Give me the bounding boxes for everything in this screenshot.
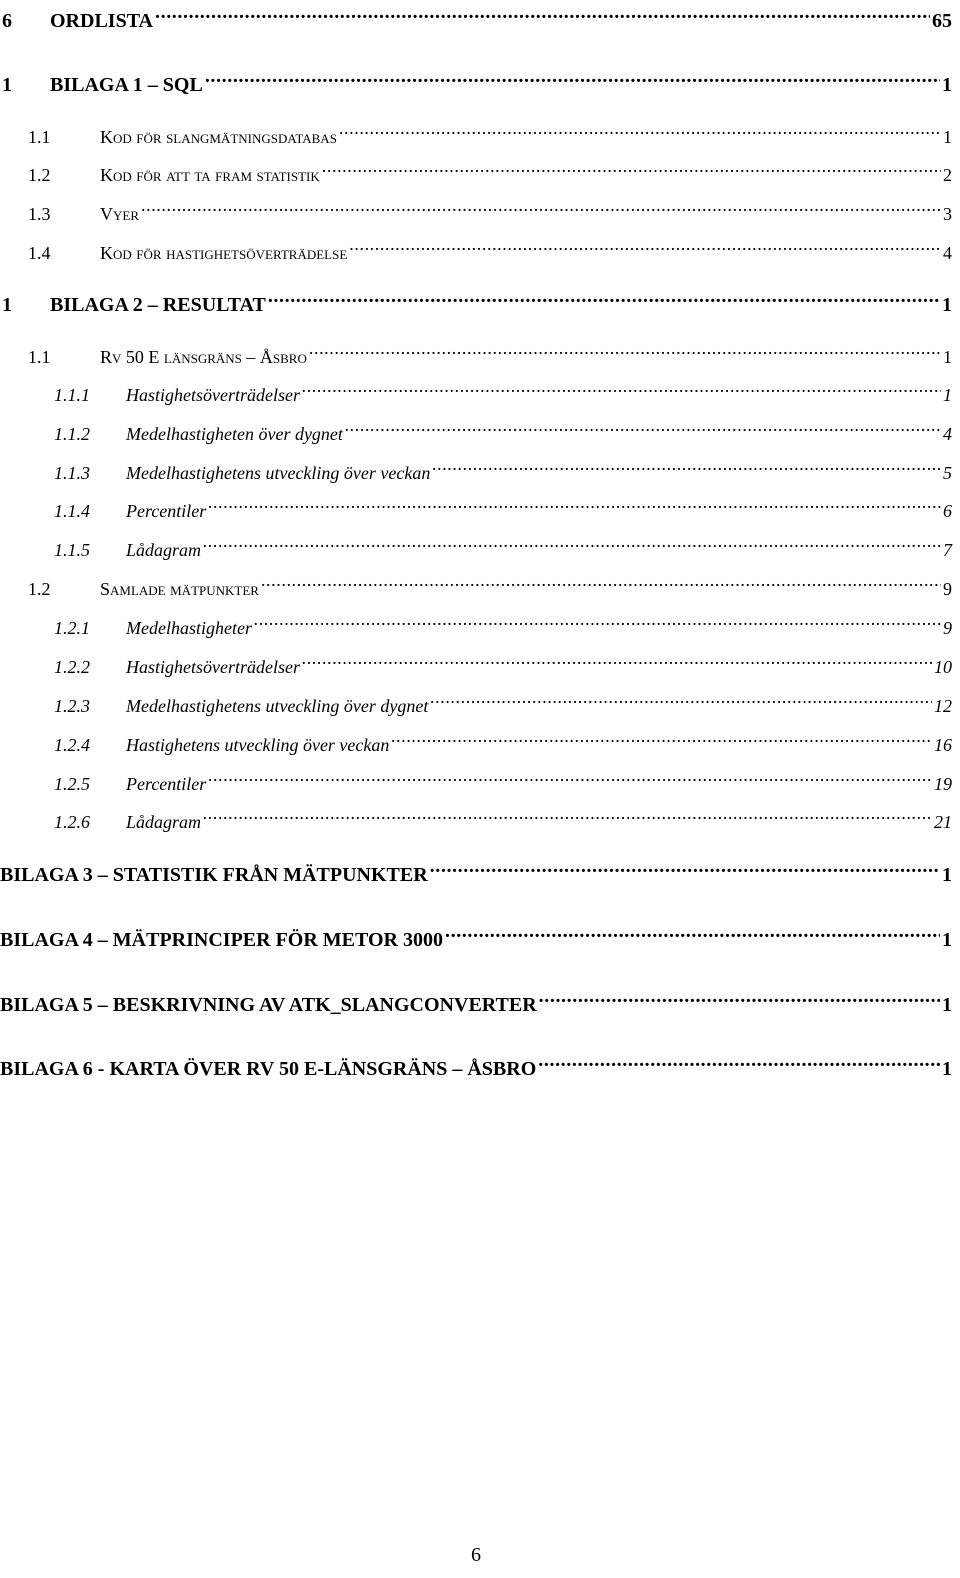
toc-entry-page: 65 xyxy=(932,10,952,32)
dot-leader xyxy=(349,229,941,259)
toc-entry-page: 4 xyxy=(943,243,952,263)
toc-entry[interactable] xyxy=(0,798,952,832)
toc-entry[interactable] xyxy=(0,281,952,316)
toc-entry-title: BILAGA 6 - KARTA ÖVER RV 50 E-LÄNSGRÄNS – ÅSBRO xyxy=(0,1058,537,1080)
toc-entry-number: 1.1.2 xyxy=(54,424,90,444)
toc-entry-title: Medelhastighetens utveckling över veckan xyxy=(126,463,431,483)
toc-entry-page: 1 xyxy=(943,347,952,367)
dot-leader xyxy=(261,565,941,595)
toc-entry[interactable] xyxy=(0,526,952,560)
toc-entry-title: BILAGA 5 – BESKRIVNING AV ATK_SLANGCONVERTER xyxy=(0,994,537,1016)
toc-entry-page: 1 xyxy=(943,127,952,147)
dot-leader xyxy=(141,190,941,220)
toc-entry-title: Medelhastigheter xyxy=(126,618,252,638)
toc-entry-title: BILAGA 4 – MÄTPRINCIPER FÖR METOR 3000 xyxy=(0,929,443,951)
toc-entry[interactable] xyxy=(0,604,952,638)
dot-leader xyxy=(208,487,941,517)
toc-entry-number: 1 xyxy=(2,294,12,316)
toc-entry-page: 12 xyxy=(934,696,952,716)
toc-entry-number: 1.1.3 xyxy=(54,463,90,483)
dot-leader xyxy=(391,721,932,751)
toc-entry-page: 3 xyxy=(943,204,952,224)
toc-entry-title: Hastighetsöverträdelser xyxy=(126,385,300,405)
toc-entry[interactable] xyxy=(0,190,952,224)
toc-entry[interactable] xyxy=(0,449,952,483)
dot-leader xyxy=(430,851,940,881)
toc-entry-number: 1.2.1 xyxy=(54,618,90,638)
dot-leader xyxy=(254,604,941,634)
toc-entry[interactable] xyxy=(0,565,952,599)
dot-leader xyxy=(268,281,940,311)
toc-entry-title: Lådagram xyxy=(126,812,202,832)
toc-entry-page: 1 xyxy=(942,294,952,316)
toc-entry-page: 1 xyxy=(942,864,952,886)
dot-leader xyxy=(203,798,932,828)
toc-entry-title: Hastighetsöverträdelser xyxy=(126,657,300,677)
toc-entry-title: BILAGA 1 – SQL xyxy=(50,74,203,96)
dot-leader xyxy=(302,643,932,673)
toc-entry-number: 6 xyxy=(2,10,12,32)
toc-entry[interactable] xyxy=(0,410,952,444)
dot-leader xyxy=(205,61,940,91)
dot-leader xyxy=(539,981,940,1011)
toc-entry-title: Hastighetens utveckling över veckan xyxy=(126,735,390,755)
toc-entry[interactable] xyxy=(0,333,952,367)
dot-leader xyxy=(203,526,941,556)
dot-leader xyxy=(345,410,941,440)
toc-entry-title: Vyer xyxy=(100,204,139,224)
toc-entry-title: BILAGA 3 – STATISTIK FRÅN MÄTPUNKTER xyxy=(0,864,428,886)
toc-entry[interactable] xyxy=(0,371,952,405)
toc-entry-title: Rv 50 E länsgräns – Åsbro xyxy=(100,347,307,367)
toc-entry-page: 1 xyxy=(942,1058,952,1080)
toc-entry-page: 4 xyxy=(943,424,952,444)
toc-entry-page: 2 xyxy=(943,165,952,185)
toc-entry[interactable] xyxy=(0,916,952,951)
toc-entry-page: 10 xyxy=(934,657,952,677)
dot-leader xyxy=(339,113,941,143)
toc-entry[interactable] xyxy=(0,0,952,32)
toc-entry-number: 1.1.4 xyxy=(54,501,90,521)
toc-entry-title: Percentiler xyxy=(126,501,207,521)
toc-entry[interactable] xyxy=(0,721,952,755)
toc-entry-number: 1.1 xyxy=(28,347,51,367)
toc-entry-title: Kod för att ta fram statistik xyxy=(100,165,320,185)
toc-entry-page: 5 xyxy=(943,463,952,483)
toc-entry-page: 19 xyxy=(934,774,952,794)
toc-entry[interactable] xyxy=(0,981,952,1016)
toc-entry-number: 1.1.1 xyxy=(54,385,90,405)
toc-entry-page: 9 xyxy=(943,618,952,638)
toc-entry-page: 9 xyxy=(943,579,952,599)
toc-entry-number: 1.2 xyxy=(28,579,51,599)
toc-entry-number: 1 xyxy=(2,74,12,96)
toc-entry-number: 1.3 xyxy=(28,204,51,224)
dot-leader xyxy=(155,0,930,27)
toc-entry-title: Medelhastighetens utveckling över dygnet xyxy=(126,696,429,716)
toc-entry-title: Kod för slangmätningsdatabas xyxy=(100,127,337,147)
toc-entry[interactable] xyxy=(0,1045,952,1080)
toc-entry-title: Medelhastigheten över dygnet xyxy=(126,424,343,444)
toc-entry-title: Lådagram xyxy=(126,540,202,560)
toc-entry-number: 1.2.3 xyxy=(54,696,90,716)
toc-entry[interactable] xyxy=(0,151,952,185)
toc-entry-number: 1.2.2 xyxy=(54,657,90,677)
dot-leader xyxy=(538,1045,940,1075)
toc-entry-title: Percentiler xyxy=(126,774,207,794)
toc-entry-number: 1.2.5 xyxy=(54,774,90,794)
toc-entry-page: 21 xyxy=(934,812,952,832)
toc-entry-number: 1.1.5 xyxy=(54,540,90,560)
toc-entry-page: 1 xyxy=(942,929,952,951)
toc-entry[interactable] xyxy=(0,113,952,147)
toc-entry-number: 1.2 xyxy=(28,165,51,185)
dot-leader xyxy=(302,371,941,401)
dot-leader xyxy=(432,449,941,479)
toc-entry-page: 1 xyxy=(942,74,952,96)
toc-entry-number: 1.2.6 xyxy=(54,812,90,832)
toc-entry[interactable] xyxy=(0,61,952,96)
toc-entry[interactable] xyxy=(0,851,952,886)
toc-entry-title: Samlade mätpunkter xyxy=(100,579,259,599)
toc-entry[interactable] xyxy=(0,682,952,716)
toc-entry[interactable] xyxy=(0,487,952,521)
page-number: 6 xyxy=(471,1544,481,1566)
toc-entry[interactable] xyxy=(0,760,952,794)
dot-leader xyxy=(309,333,941,363)
toc-entry[interactable] xyxy=(0,229,952,263)
dot-leader xyxy=(322,151,941,181)
toc-entry-number: 1.4 xyxy=(28,243,51,263)
toc-entry-number: 1.1 xyxy=(28,127,51,147)
toc-entry-title: BILAGA 2 – RESULTAT xyxy=(50,294,266,316)
dot-leader xyxy=(430,682,932,712)
toc-entry-page: 1 xyxy=(943,385,952,405)
toc-entry-title: Kod för hastighetsöverträdelse xyxy=(100,243,348,263)
toc-entry-page: 6 xyxy=(943,501,952,521)
toc-entry-page: 7 xyxy=(943,540,952,560)
toc-entry-page: 1 xyxy=(942,994,952,1016)
toc-entry-title: ORDLISTA xyxy=(50,10,153,32)
toc-entry-number: 1.2.4 xyxy=(54,735,90,755)
toc-entry[interactable] xyxy=(0,643,952,677)
dot-leader xyxy=(208,760,932,790)
toc-entry-page: 16 xyxy=(934,735,952,755)
dot-leader xyxy=(445,916,940,946)
